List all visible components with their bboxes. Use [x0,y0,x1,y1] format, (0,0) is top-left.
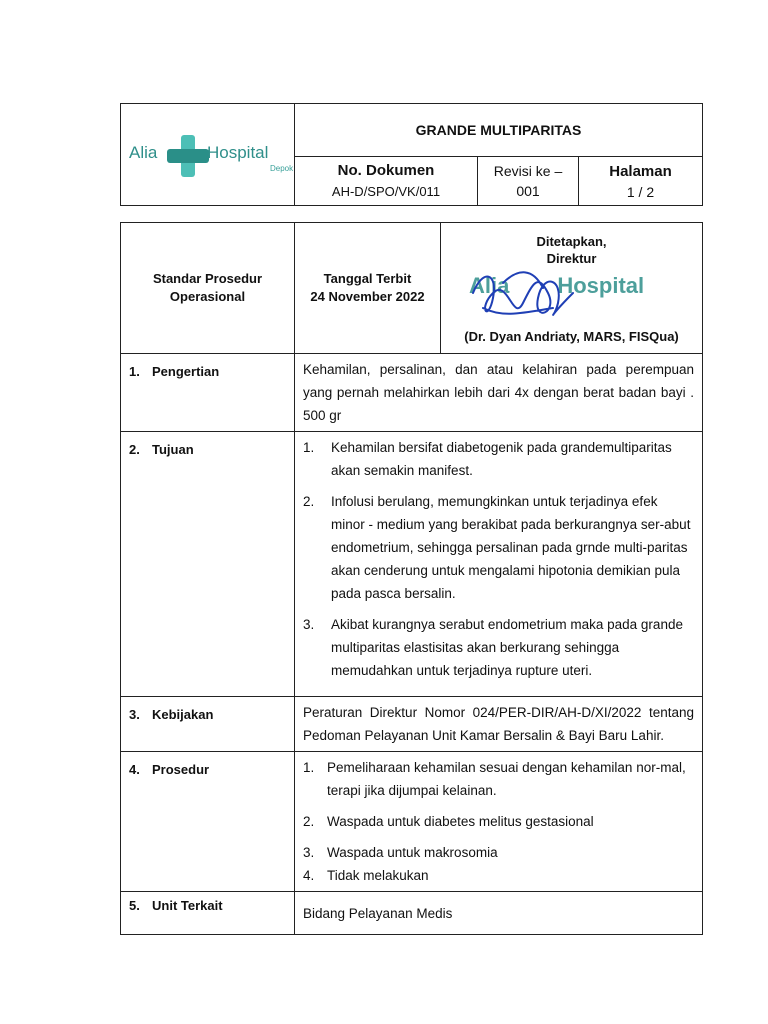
section-label: Tujuan [152,442,194,457]
document-header [120,103,703,206]
hospital-stamp: Alia Hospital [469,273,645,298]
page-cell [579,157,703,206]
section-label: Unit Terkait [152,898,223,913]
issue-date-value: 24 November 2022 [310,289,425,304]
list-item: 3. Waspada untuk makrosomia [303,845,498,860]
hospital-logo [121,105,294,205]
section-prosedur [121,752,703,892]
revision-value: 001 [516,183,540,199]
section-tujuan [121,432,703,697]
doc-number-label: No. Dokumen [337,162,435,179]
spo-line2: Operasional [169,289,246,304]
prosedur-list [303,756,694,887]
revision-label: Revisi ke – [493,163,563,179]
section-unit-terkait [121,892,703,935]
list-item: 2. Infolusi berulang, memungkinkan untuk terjadinya efek minor - medium yang berakibat pada berkurangnya ser-abut endometrium, sehingga persalinan pada grnde multi-paritas akan cenderung untuk mengalami hipotonia demikian pula pada pasca bersalin. [303,494,691,601]
approval-label: Ditetapkan, [536,234,607,249]
page-value: 1 / 2 [626,183,655,200]
list-item: 1. Kehamilan bersifat diabetogenik pada grandemultiparitas akan semakin manifest. [303,440,672,478]
section-number: 5. [129,898,140,913]
section-label: Pengertian [152,364,220,379]
issue-date-label: Tanggal Terbit [323,271,412,286]
section-number: 3. [129,707,140,722]
section-number: 1. [129,364,140,379]
kebijakan-text: Peraturan Direktur Nomor 024/PER-DIR/AH-D/XI/2022 tentang Pedoman Pelayanan Unit Kamar Bersalin & Bayi Baru Lahir. [303,705,694,743]
signer-name: (Dr. Dyan Andriaty, MARS, FISQua) [464,329,679,344]
section-kebijakan [121,697,703,752]
section-number: 2. [129,442,140,457]
logo-cell [121,104,295,206]
issue-date-cell [295,223,441,354]
spo-line1: Standar Prosedur [152,271,263,286]
medical-cross-icon [167,135,209,177]
page-label: Halaman [609,162,672,180]
logo-brand-right: Hospital [207,142,269,162]
approver-role: Direktur [546,251,597,266]
section-label: Prosedur [152,762,210,777]
logo-subtitle: Depok [270,163,294,173]
revision-cell [478,157,579,206]
unit-terkait-text: Bidang Pelayanan Medis [303,905,453,921]
sop-table [120,222,703,935]
logo-brand-left: Alia [129,142,158,162]
document-title: GRANDE MULTIPARITAS [295,104,703,157]
tujuan-list [303,436,694,682]
list-item: 3. Akibat kurangnya serabut endometrium maka pada grande multiparitas elastisitas akan berkurang sehingga memudahkan untuk terjadinya rupture uteri. [303,617,683,678]
approval-cell [441,223,703,354]
section-label: Kebijakan [152,707,214,722]
list-item: 1. Pemeliharaan kehamilan sesuai dengan kehamilan nor-mal, terapi jika dijumpai kelainan. [303,760,686,798]
list-item: 2. Waspada untuk diabetes melitus gestasional [303,814,594,829]
list-item: 4. Tidak melakukan [303,868,429,883]
signature-icon [463,263,593,333]
doc-number-cell [295,157,478,206]
pengertian-text: Kehamilan, persalinan, dan atau kelahiran pada perempuan yang pernah melahirkan lebih dari 4x dengan berat badan bayi . 500 gr [303,362,694,423]
spo-cell [121,223,295,354]
section-pengertian [121,354,703,432]
section-number: 4. [129,762,140,777]
doc-number-value: AH-D/SPO/VK/011 [331,184,441,199]
